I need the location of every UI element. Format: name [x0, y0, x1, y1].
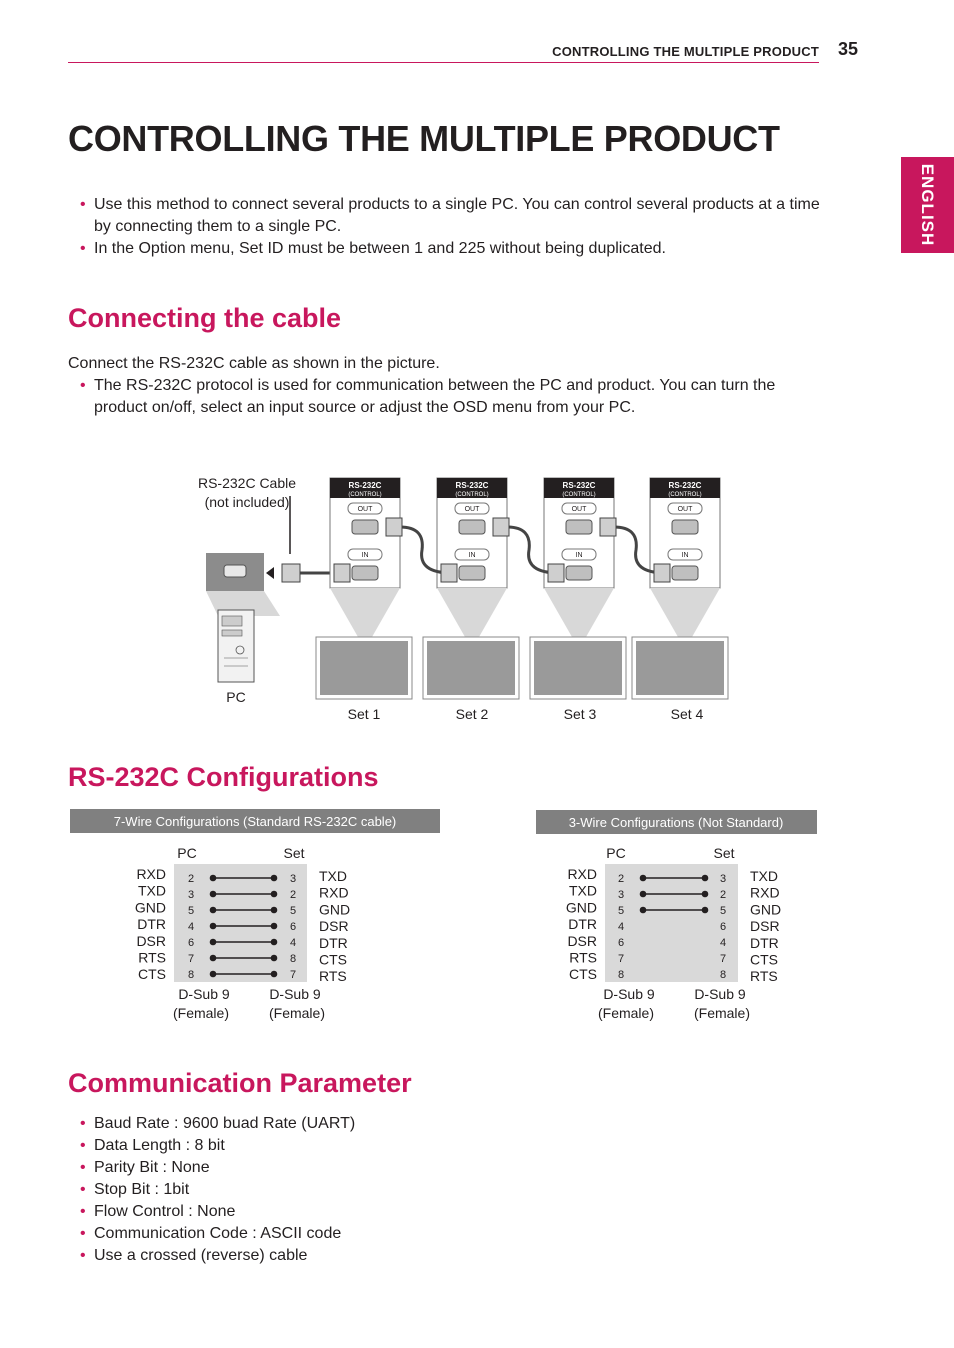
- comm-list: [80, 1113, 825, 1267]
- left-signal: GND: [134, 899, 166, 916]
- left-signal: RXD: [136, 866, 166, 882]
- right-pin: 5: [289, 905, 297, 917]
- pc-connector-type: D-Sub 9: [603, 986, 655, 1002]
- left-signal: RTS: [569, 949, 597, 966]
- left-pin: 4: [187, 921, 195, 933]
- section-heading-comm: Communication Parameter: [68, 1068, 412, 1098]
- left-signal: CTS: [138, 966, 166, 983]
- comm-bullet: • Flow Control : None: [80, 1201, 825, 1223]
- wire-dot: [702, 907, 709, 914]
- comm-bullet: • Data Length : 8 bit: [80, 1135, 825, 1157]
- left-signal: TXD: [569, 882, 597, 899]
- port-subtitle: (CONTROL): [455, 492, 489, 498]
- cable-plug: [282, 564, 300, 582]
- comm-bullet: • Baud Rate : 9600 buad Rate (UART): [80, 1113, 825, 1135]
- pc-connector-type: D-Sub 9: [178, 986, 230, 1002]
- set-2: [423, 478, 519, 722]
- right-signal: CTS: [750, 951, 778, 968]
- running-header: CONTROLLING THE MULTIPLE PRODUCT: [552, 44, 819, 59]
- port-subtitle: (CONTROL): [668, 492, 702, 498]
- right-pin: 2: [289, 889, 297, 901]
- section-heading-rs232: RS-232C Configurations: [68, 762, 379, 792]
- left-pin: 3: [187, 889, 195, 901]
- right-pin: 6: [719, 921, 727, 933]
- port-title: RS-232C: [562, 481, 596, 490]
- left-pin: 5: [187, 905, 195, 917]
- left-pin: 8: [617, 969, 625, 981]
- right-signal: RTS: [319, 968, 347, 985]
- in-label: IN: [468, 552, 476, 559]
- port-title: RS-232C: [668, 481, 702, 490]
- comm-bullet: • Stop Bit : 1bit: [80, 1179, 825, 1201]
- set-connector-type: D-Sub 9: [694, 986, 746, 1002]
- cable-intro-text: Connect the RS-232C cable as shown in the picture.: [68, 355, 440, 372]
- right-pin: 6: [289, 921, 297, 933]
- right-signal: GND: [319, 901, 351, 918]
- right-signal: DSR: [750, 918, 780, 935]
- out-label: OUT: [677, 506, 693, 513]
- wire-dot: [271, 891, 278, 898]
- set-label: Set 1: [347, 706, 381, 722]
- right-signal: DSR: [319, 918, 349, 935]
- right-pin: 5: [719, 905, 727, 917]
- left-signal: CTS: [569, 966, 597, 983]
- pc-label: PC: [226, 689, 246, 705]
- seven-wire-diagram: [70, 809, 442, 1029]
- left-signal: RXD: [567, 866, 597, 882]
- wire-dot: [702, 891, 709, 898]
- right-signal: CTS: [319, 951, 347, 968]
- wire-dot: [210, 875, 217, 882]
- comm-bullet: • Communication Code : ASCII code: [80, 1223, 825, 1245]
- cable-list: [80, 375, 825, 419]
- left-pin: 7: [617, 953, 625, 965]
- language-tab: [901, 157, 954, 253]
- wire-box: [605, 864, 738, 982]
- left-pin: 2: [187, 873, 195, 885]
- left-signal: TXD: [138, 882, 166, 899]
- set-3: [530, 478, 626, 722]
- right-pin: 4: [719, 937, 727, 949]
- port-title: RS-232C: [455, 481, 489, 490]
- section-heading-cable: Connecting the cable: [68, 303, 342, 333]
- set-connector-type: D-Sub 9: [269, 986, 321, 1002]
- right-pin: 8: [719, 969, 727, 981]
- wire-dot: [702, 875, 709, 882]
- out-label: OUT: [571, 506, 587, 513]
- pc-serial-port: [224, 565, 246, 577]
- pc-connector-gender: (Female): [172, 1005, 230, 1021]
- left-signal: RTS: [138, 949, 166, 966]
- right-pin: 7: [289, 969, 297, 981]
- right-signal: TXD: [750, 868, 778, 884]
- cable-label-line1: RS-232C Cable: [197, 475, 297, 491]
- intro-bullet: • In the Option menu, Set ID must be between 1 and 225 without being duplicated.: [80, 238, 825, 260]
- three-wire-diagram: [536, 809, 820, 1029]
- right-signal: RTS: [750, 968, 778, 985]
- left-signal: DTR: [568, 916, 597, 933]
- wire-dot: [271, 923, 278, 930]
- left-pin: 2: [617, 873, 625, 885]
- out-label: OUT: [464, 506, 480, 513]
- left-pin: 4: [617, 921, 625, 933]
- wire-dot: [271, 875, 278, 882]
- comm-bullet: • Use a crossed (reverse) cable: [80, 1245, 825, 1267]
- pc-header: PC: [177, 845, 197, 861]
- right-signal: RXD: [319, 884, 349, 901]
- left-pin: 8: [187, 969, 195, 981]
- cable-label-line2: (not included): [204, 494, 290, 510]
- wire-dot: [210, 939, 217, 946]
- header-rule: [68, 62, 819, 63]
- wire-dot: [271, 955, 278, 962]
- seven-wire-title: 7-Wire Configurations (Standard RS-232C cable): [113, 814, 397, 829]
- three-wire-title: 3-Wire Configurations (Not Standard): [568, 815, 784, 830]
- set-label: Set 2: [455, 706, 489, 722]
- in-label: IN: [681, 552, 689, 559]
- right-signal: DTR: [750, 934, 779, 951]
- right-pin: 8: [289, 953, 297, 965]
- page-number: 35: [838, 39, 859, 59]
- pc-header: PC: [606, 845, 626, 861]
- right-pin: 3: [719, 873, 727, 885]
- left-signal: DTR: [137, 916, 166, 933]
- right-signal: GND: [750, 901, 782, 918]
- connection-diagram: [190, 460, 750, 730]
- left-signal: DSR: [567, 932, 597, 949]
- right-signal: TXD: [319, 868, 347, 884]
- set-label: Set 4: [670, 706, 704, 722]
- set-1: [316, 478, 412, 722]
- wire-dot: [271, 907, 278, 914]
- in-label: IN: [361, 552, 369, 559]
- set-4: [632, 478, 728, 722]
- set-label: Set 3: [563, 706, 597, 722]
- intro-bullet: • Use this method to connect several products to a single PC. You can control several products at a time by connecting them to a single PC.: [80, 194, 825, 238]
- set-connector-gender: (Female): [693, 1005, 751, 1021]
- wire-dot: [640, 875, 647, 882]
- language-tab-label: ENGLISH: [918, 163, 937, 247]
- out-label: OUT: [357, 506, 373, 513]
- left-pin: 5: [617, 905, 625, 917]
- wire-dot: [640, 907, 647, 914]
- left-pin: 3: [617, 889, 625, 901]
- set-connector-gender: (Female): [268, 1005, 326, 1021]
- pc-connector-gender: (Female): [597, 1005, 655, 1021]
- page-title: CONTROLLING THE MULTIPLE PRODUCT: [68, 118, 780, 159]
- port-subtitle: (CONTROL): [348, 492, 382, 498]
- wire-dot: [210, 907, 217, 914]
- port-title: RS-232C: [348, 481, 382, 490]
- wire-dot: [210, 971, 217, 978]
- wire-dot: [210, 923, 217, 930]
- wire-dot: [210, 891, 217, 898]
- wire-dot: [271, 971, 278, 978]
- port-subtitle: (CONTROL): [562, 492, 596, 498]
- right-pin: 4: [289, 937, 297, 949]
- cable-bullet: • The RS-232C protocol is used for communication between the PC and product. You can turn the product on/off, select an input source or adjust the OSD menu from your PC.: [80, 375, 825, 419]
- wire-dot: [640, 891, 647, 898]
- right-pin: 7: [719, 953, 727, 965]
- in-label: IN: [575, 552, 583, 559]
- left-pin: 6: [187, 937, 195, 949]
- left-pin: 6: [617, 937, 625, 949]
- set-header: Set: [283, 845, 305, 861]
- right-signal: DTR: [319, 934, 348, 951]
- wire-dot: [210, 955, 217, 962]
- set-header: Set: [713, 845, 735, 861]
- left-pin: 7: [187, 953, 195, 965]
- right-pin: 3: [289, 873, 297, 885]
- arrow-icon: [266, 567, 274, 579]
- right-signal: RXD: [750, 884, 780, 901]
- left-signal: DSR: [136, 932, 166, 949]
- wire-dot: [271, 939, 278, 946]
- comm-bullet: • Parity Bit : None: [80, 1157, 825, 1179]
- left-signal: GND: [565, 899, 597, 916]
- intro-list: [80, 194, 825, 260]
- right-pin: 2: [719, 889, 727, 901]
